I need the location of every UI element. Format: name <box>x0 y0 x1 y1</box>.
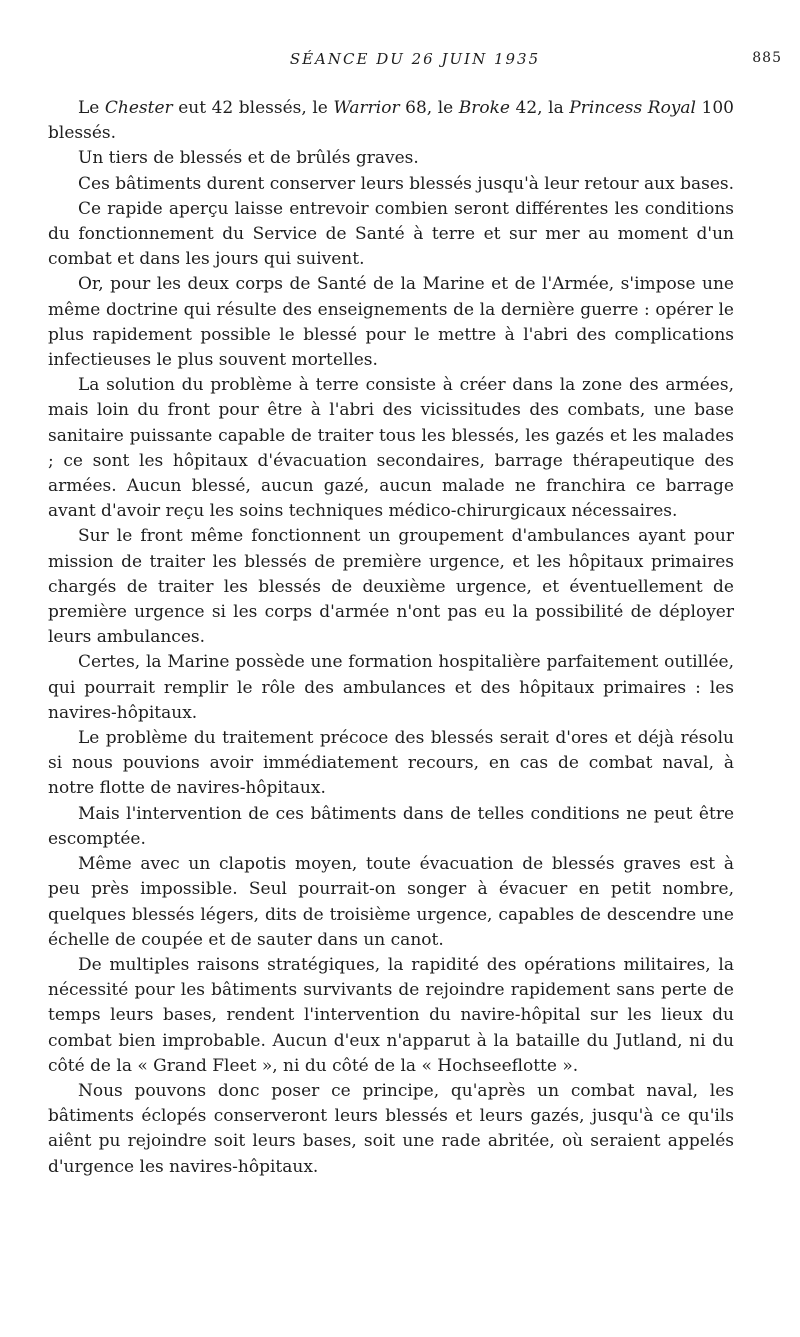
paragraph: Certes, la Marine possède une formation hospitalière parfaitement outillée, qui pourrait remplir le rôle des ambulances et des hôpitaux primaires : les navires-hôpitaux. <box>48 652 734 723</box>
text-span: 42, la <box>510 98 570 118</box>
paragraph: Ces bâtiments durent conserver leurs blessés jusqu'à leur retour aux bases. <box>78 173 735 194</box>
ship-name: Chester <box>104 98 173 118</box>
paragraph: Le problème du traitement précoce des blessés serait d'ores et déjà résolu si nous pouvions avoir immédiatement recours, en cas de combat naval, à notre flotte de navires-hôpitaux. <box>48 728 734 799</box>
ship-name: Warrior <box>333 98 400 118</box>
paragraph: Sur le front même fonctionnent un groupement d'ambulances ayant pour mission de traiter les blessés de première urgence, et les hôpitaux primaires chargés de traiter les blessés de deuxième urgence, et éventuellement de première urgence si les corps d'armée n'ont pas eu la possibilité de déployer leurs ambulances. <box>48 526 734 648</box>
page-number: 885 <box>752 50 782 66</box>
ship-name: Princess Royal <box>569 98 696 118</box>
paragraph: Nous pouvons donc poser ce principe, qu'après un combat naval, les bâtiments éclopés conserveront leurs blessés et leurs gazés, jusqu'à ce qu'ils aiênt pu rejoindre soit leurs bases, soit une rade abritée, où seraient appelés d'urgence les navires-hôpitaux. <box>48 1080 734 1177</box>
paragraph: Ce rapide aperçu laisse entrevoir combien seront différentes les conditions du fonctionnement du Service de Santé à terre et sur mer au moment d'un combat et dans les jours qui suivent. <box>48 198 734 270</box>
text-span: Le <box>78 98 105 118</box>
page-header <box>48 50 782 74</box>
text-span: eut 42 blessés, le <box>172 98 334 118</box>
text-span: 100 blessés. <box>48 98 734 144</box>
running-title: SÉANCE DU 26 JUIN 1935 <box>289 50 541 68</box>
paragraph: Or, pour les deux corps de Santé de la Marine et de l'Armée, s'impose une même doctrine qui résulte des enseignements de la dernière guerre : opérer le plus rapidement possible le blessé pour le mettre à l'abri des complications infectieuses le plus souvent mortelles. <box>48 274 734 371</box>
paragraph: Un tiers de blessés et de brûlés graves. <box>78 148 419 169</box>
paragraph: Mais l'intervention de ces bâtiments dans de telles conditions ne peut être escomptée. <box>48 803 734 849</box>
paragraph <box>48 96 734 146</box>
paragraph: La solution du problème à terre consiste à créer dans la zone des armées, mais loin du front pour être à l'abri des vicissitudes des combats, une base sanitaire puissante capable de traiter tous les blessés, les gazés et les malades ; ce sont les hôpitaux d'évacuation secondaires, barrage thérapeutique des armées. Aucun blessé, aucun gazé, aucun malade ne franchira ce barrage avant d'avoir reçu les soins techniques médico-chirurgicaux nécessaires. <box>48 375 734 522</box>
text-span: 68, le <box>399 98 459 118</box>
paragraph: Même avec un clapotis moyen, toute évacuation de blessés graves est à peu près impossible. Seul pourrait-on songer à évacuer en petit nombre, quelques blessés légers, dits de troisième urgence, capables de descendre une échelle de coupée et de sauter dans un canot. <box>48 854 734 950</box>
body-text <box>48 96 734 1180</box>
paragraph: De multiples raisons stratégiques, la rapidité des opérations militaires, la nécessité pour les bâtiments survivants de rejoindre rapidement sans perte de temps leurs bases, rendent l'intervention du navire-hôpital sur les lieux du combat bien improbable. Aucun d'eux n'apparut à la bataille du Jutland, ni du côté de la « Grand Fleet », ni du côté de la « Hochseeflotte ». <box>48 954 734 1076</box>
ship-name: Broke <box>458 98 510 118</box>
